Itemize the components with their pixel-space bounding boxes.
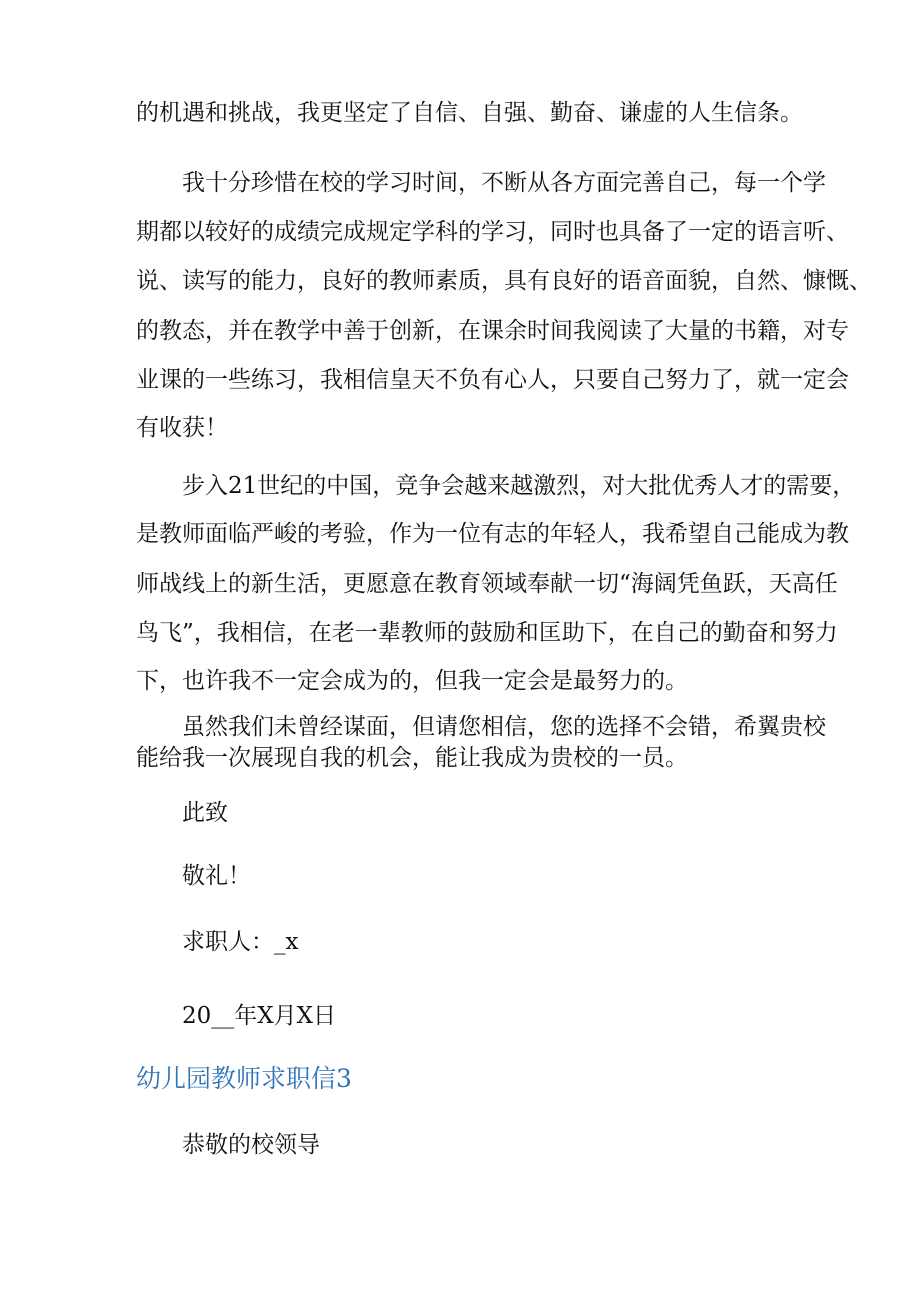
paragraph-line: 的教态，并在教学中善于创新，在课余时间我阅读了大量的书籍，对专	[136, 318, 849, 344]
salutation-line: 敬礼！	[182, 863, 251, 889]
paragraph-line: 的机遇和挑战，我更坚定了自信、自强、勤奋、谦虚的人生信条。	[136, 100, 803, 126]
paragraph-line: 师战线上的新生活，更愿意在教育领域奉献一切“海阔凭鱼跃，天高任	[136, 571, 838, 597]
paragraph-line: 能给我一次展现自我的机会，能让我成为贵校的一员。	[136, 745, 688, 771]
paragraph-line: 期都以较好的成绩完成规定学科的学习，同时也具备了一定的语言听、	[136, 219, 849, 245]
paragraph-line: 说、读写的能力，良好的教师素质，具有良好的语音面貌，自然、慷慨、	[136, 268, 872, 294]
greeting-line: 恭敬的校领导	[182, 1132, 320, 1158]
date-line: 20__年X月X日	[182, 1003, 337, 1029]
paragraph-line: 有收获！	[136, 415, 228, 441]
paragraph-line: 我十分珍惜在校的学习时间，不断从各方面完善自己，每一个学	[182, 170, 826, 196]
paragraph-line: 下，也许我不一定会成为的，但我一定会是最努力的。	[136, 668, 688, 694]
paragraph-line: 是教师面临严峻的考验，作为一位有志的年轻人，我希望自己能成为教	[136, 521, 849, 547]
paragraph-line: 鸟飞”，我相信，在老一辈教师的鼓励和匡助下，在自己的勤奋和努力	[136, 620, 838, 646]
applicant-line: 求职人：_x	[182, 929, 299, 955]
section-heading: 幼儿园教师求职信3	[136, 1064, 352, 1093]
paragraph-line: 业课的一些练习，我相信皇天不负有心人，只要自己努力了，就一定会	[136, 367, 849, 393]
paragraph-line: 虽然我们未曾经谋面，但请您相信，您的选择不会错，希翼贵校	[182, 714, 826, 740]
salutation-line: 此致	[182, 800, 228, 826]
paragraph-line: 步入21世纪的中国，竞争会越来越激烈，对大批优秀人才的需要，	[182, 473, 856, 499]
